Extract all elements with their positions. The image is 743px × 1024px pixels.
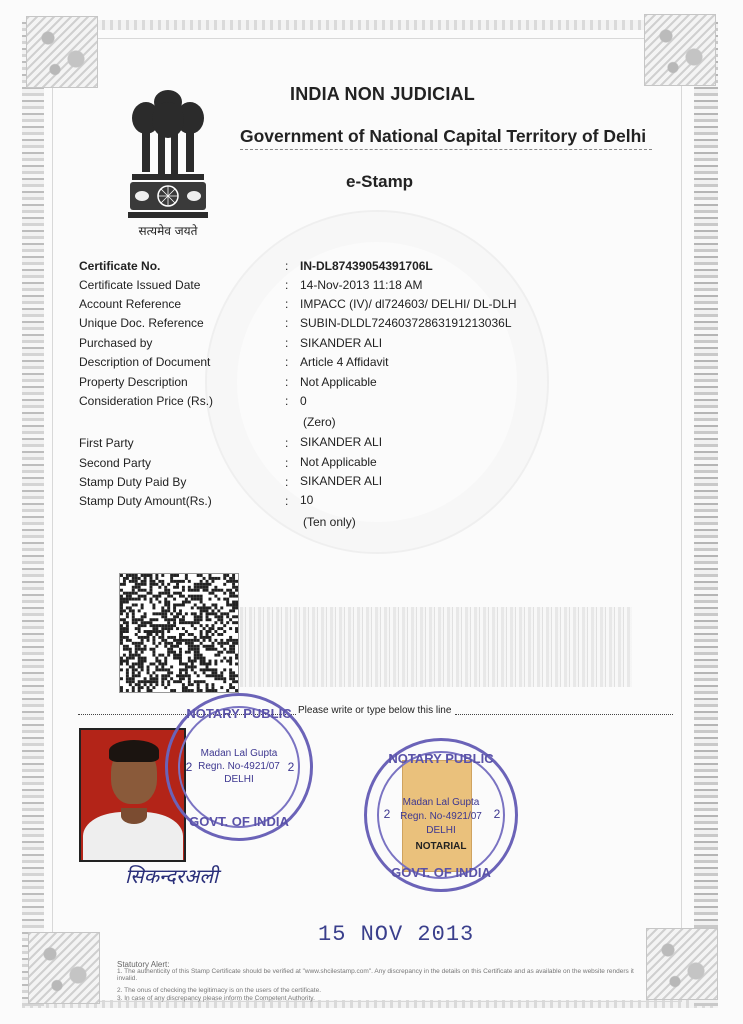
- notary-registration: Regn. No-4921/07: [400, 811, 482, 822]
- document-type: e-Stamp: [346, 172, 414, 191]
- colon: :: [285, 375, 289, 389]
- qr-code: [119, 573, 239, 693]
- notary-name: Madan Lal Gupta: [402, 797, 480, 808]
- colon: :: [285, 278, 289, 292]
- field-value-property-description: Not Applicable: [300, 375, 377, 389]
- colon: :: [285, 355, 289, 369]
- colon: :: [285, 316, 289, 330]
- seal-top-text: NOTARY PUBLIC: [388, 751, 494, 766]
- seal-bottom-text: GOVT. OF INDIA: [391, 865, 491, 880]
- date-stamp: 15 NOV 2013: [318, 922, 475, 947]
- field-label-account-reference: Account Reference: [79, 297, 182, 311]
- seal-number: 2: [493, 807, 501, 821]
- colon: :: [285, 297, 289, 311]
- colon: :: [285, 475, 289, 489]
- colon: :: [285, 494, 289, 508]
- emblem-motto: सत्यमेव जयते: [138, 224, 198, 238]
- corner-ornament: [28, 932, 100, 1004]
- field-label-description-of-document: Description of Document: [79, 355, 211, 369]
- field-value-stamp-duty-amount: 10: [300, 493, 314, 507]
- field-value-account-reference: IMPACC (IV)/ dl724603/ DELHI/ DL-DLH: [300, 297, 517, 311]
- notary-name: Madan Lal Gupta: [200, 748, 278, 759]
- border-right: [694, 20, 718, 1006]
- signature: सिकन्दरअली: [125, 864, 219, 888]
- field-value-consideration-price: 0: [300, 394, 307, 408]
- field-label-stamp-duty-paid-by: Stamp Duty Paid By: [79, 475, 187, 489]
- seal-number: 2: [185, 760, 193, 774]
- corner-ornament: [26, 16, 98, 88]
- statutory-alert-line: 2. The onus of checking the legitimacy is on the users of the certificate.: [117, 987, 322, 994]
- seal-bottom-text: GOVT. OF INDIA: [189, 814, 289, 829]
- statutory-alert-title: Statutory Alert:: [117, 960, 170, 969]
- write-below-note: Please write or type below this line: [298, 705, 452, 716]
- notary-city: DELHI: [426, 825, 456, 836]
- photo-hair: [109, 740, 159, 762]
- amount-in-words: (Ten only): [303, 515, 356, 529]
- field-label-stamp-duty-amount: Stamp Duty Amount(Rs.): [79, 494, 212, 508]
- consideration-in-words: (Zero): [303, 415, 336, 429]
- field-label-first-party: First Party: [79, 436, 134, 450]
- field-value-stamp-duty-paid-by: SIKANDER ALI: [300, 474, 383, 488]
- national-emblem-icon: [118, 84, 218, 234]
- field-value-issued-date: 14-Nov-2013 11:18 AM: [300, 278, 423, 292]
- security-strip: [240, 607, 632, 687]
- photo-neck: [121, 808, 147, 824]
- border-left: [22, 20, 44, 1006]
- seal-top-text: NOTARY PUBLIC: [186, 706, 292, 721]
- colon: :: [285, 259, 289, 273]
- statutory-alert-line: 3. In case of any discrepancy please inform the Competent Authority.: [117, 995, 315, 1002]
- field-label-property-description: Property Description: [79, 375, 188, 389]
- notary-seal: [165, 693, 313, 841]
- notarial-label: NOTARIAL: [415, 841, 467, 852]
- issuing-authority: Government of National Capital Territory of Delhi: [240, 126, 647, 146]
- border-top: [22, 20, 718, 30]
- field-value-unique-doc-reference: SUBIN-DLDL72460372863191213036L: [300, 316, 512, 330]
- seal-number: 2: [383, 807, 391, 821]
- field-value-certificate-no: IN-DL87439054391706L: [300, 259, 433, 273]
- field-value-second-party: Not Applicable: [300, 455, 377, 469]
- page-title: INDIA NON JUDICIAL: [290, 84, 475, 104]
- field-label-second-party: Second Party: [79, 456, 152, 470]
- colon: :: [285, 394, 289, 408]
- statutory-alert-line: 1. The authenticity of this Stamp Certificate should be verified at "www.shcilestamp.com". Any discrepancy in the details on this Certificate and as available on the website renders it invalid.: [117, 968, 634, 982]
- seal-number: 2: [287, 760, 295, 774]
- field-value-description-of-document: Article 4 Affidavit: [300, 355, 389, 369]
- field-value-first-party: SIKANDER ALI: [300, 435, 383, 449]
- field-label-consideration-price: Consideration Price (Rs.): [79, 394, 214, 408]
- divider: [455, 714, 673, 715]
- notarial-seal: [364, 738, 518, 892]
- colon: :: [285, 456, 289, 470]
- corner-ornament: [644, 14, 716, 86]
- field-label-purchased-by: Purchased by: [79, 336, 153, 350]
- colon: :: [285, 336, 289, 350]
- field-value-purchased-by: SIKANDER ALI: [300, 336, 383, 350]
- field-label-unique-doc-reference: Unique Doc. Reference: [79, 316, 204, 330]
- divider: [240, 149, 652, 150]
- notary-registration: Regn. No-4921/07: [198, 761, 280, 772]
- field-label-certificate-no: Certificate No.: [79, 259, 161, 273]
- colon: :: [285, 436, 289, 450]
- field-label-issued-date: Certificate Issued Date: [79, 278, 201, 292]
- notary-city: DELHI: [224, 774, 254, 785]
- corner-ornament: [646, 928, 718, 1000]
